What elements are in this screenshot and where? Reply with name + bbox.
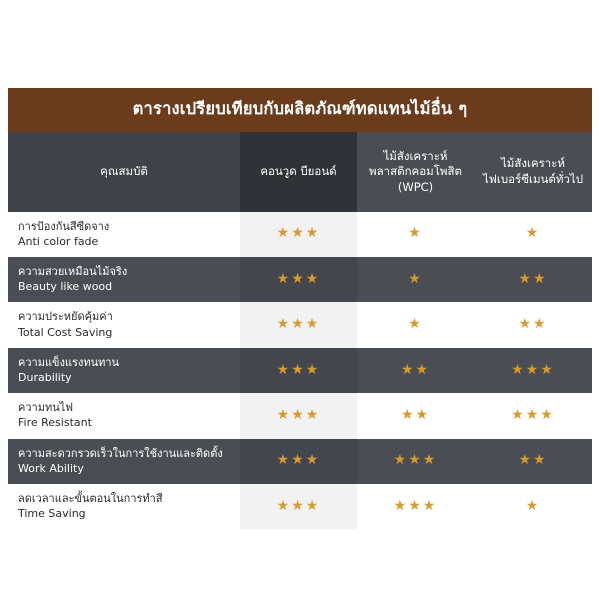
rating-conwood [240, 484, 357, 529]
star-icon: ★ [408, 497, 423, 514]
star-icon: ★ [400, 361, 416, 378]
feature-label-en: Work Ability [18, 461, 84, 475]
column-header-feature: คุณสมบัติ [8, 132, 240, 212]
star-icon: ★ [276, 316, 292, 333]
table-body [8, 212, 592, 529]
star-icon: ★ [291, 497, 306, 514]
star-icon: ★ [511, 361, 526, 378]
rating-conwood [240, 257, 357, 302]
star-icon: ★ [393, 497, 409, 514]
table-row [8, 439, 592, 484]
star-icon: ★ [305, 361, 321, 378]
rating-wpc [357, 302, 474, 347]
star-icon: ★ [276, 452, 292, 469]
table-title: ตารางเปรียบเทียบกับผลิตภัณฑ์ทดแทนไม้อื่น ๆ [8, 88, 592, 132]
table-row [8, 484, 592, 529]
table-row [8, 348, 592, 393]
star-icon: ★ [525, 406, 541, 423]
table-row [8, 257, 592, 302]
star-icon: ★ [525, 225, 541, 242]
rating-fibercement [474, 484, 592, 529]
column-header-fibercement: ไม้สังเคราะห์ ไฟเบอร์ซีเมนต์ทั่วไป [474, 132, 592, 212]
feature-label-en: Fire Resistant [18, 416, 92, 430]
rating-wpc [357, 257, 474, 302]
star-icon: ★ [291, 270, 306, 287]
star-icon: ★ [291, 361, 306, 378]
rating-wpc [357, 439, 474, 484]
star-icon: ★ [415, 406, 431, 423]
star-icon: ★ [525, 361, 541, 378]
row-feature-label [8, 439, 240, 484]
star-icon: ★ [422, 452, 438, 469]
feature-label-th: ความแข็งแรงทนทาน [18, 355, 120, 369]
star-icon: ★ [393, 452, 409, 469]
star-icon: ★ [305, 497, 321, 514]
star-icon: ★ [276, 270, 292, 287]
rating-fibercement [474, 393, 592, 438]
star-icon: ★ [305, 270, 321, 287]
star-icon: ★ [305, 406, 321, 423]
feature-label-en: Total Cost Saving [18, 325, 113, 339]
feature-label-th: ลดเวลาและขั้นตอนในการทำสี [18, 491, 163, 505]
rating-wpc [357, 348, 474, 393]
star-icon: ★ [408, 452, 423, 469]
star-icon: ★ [276, 361, 292, 378]
star-icon: ★ [540, 406, 555, 423]
star-icon: ★ [525, 497, 541, 514]
column-header-wpc: ไม้สังเคราะห์ พลาสติกคอมโพสิต (WPC) [357, 132, 474, 212]
row-feature-label [8, 212, 240, 257]
star-icon: ★ [276, 497, 292, 514]
feature-label-th: ความสะดวกรวดเร็วในการใช้งานและติดตั้ง [18, 446, 223, 460]
header-row [8, 132, 592, 212]
feature-label-th: ความทนไฟ [18, 401, 74, 415]
row-feature-label [8, 484, 240, 529]
table-row [8, 393, 592, 438]
star-icon: ★ [305, 225, 321, 242]
feature-label-th: ความสวยเหมือนไม้จริง [18, 265, 128, 279]
row-feature-label [8, 393, 240, 438]
table-row [8, 302, 592, 347]
row-feature-label [8, 257, 240, 302]
star-icon: ★ [533, 452, 548, 469]
star-icon: ★ [291, 225, 306, 242]
feature-label-en: Beauty like wood [18, 280, 113, 294]
table-header [8, 132, 592, 212]
row-feature-label [8, 348, 240, 393]
rating-conwood [240, 439, 357, 484]
rating-fibercement [474, 439, 592, 484]
feature-label-en: Anti color fade [18, 234, 99, 248]
rating-fibercement [474, 348, 592, 393]
star-icon: ★ [518, 316, 533, 333]
rating-conwood [240, 212, 357, 257]
star-icon: ★ [408, 225, 423, 242]
star-icon: ★ [533, 316, 548, 333]
star-icon: ★ [305, 316, 321, 333]
star-icon: ★ [291, 406, 306, 423]
rating-conwood [240, 348, 357, 393]
star-icon: ★ [305, 452, 321, 469]
star-icon: ★ [415, 361, 431, 378]
rating-wpc [357, 393, 474, 438]
row-feature-label [8, 302, 240, 347]
rating-wpc [357, 212, 474, 257]
star-icon: ★ [533, 270, 548, 287]
comparison-table [8, 132, 592, 529]
star-icon: ★ [276, 225, 292, 242]
rating-fibercement [474, 257, 592, 302]
feature-label-en: Time Saving [18, 507, 86, 521]
star-icon: ★ [540, 361, 555, 378]
comparison-table-container [8, 88, 592, 529]
star-icon: ★ [408, 316, 423, 333]
star-icon: ★ [400, 406, 416, 423]
rating-fibercement [474, 212, 592, 257]
star-icon: ★ [511, 406, 526, 423]
star-icon: ★ [422, 497, 438, 514]
feature-label-en: Durability [18, 371, 72, 384]
star-icon: ★ [291, 452, 306, 469]
rating-wpc [357, 484, 474, 529]
star-icon: ★ [518, 452, 533, 469]
star-icon: ★ [291, 316, 306, 333]
rating-conwood [240, 302, 357, 347]
feature-label-th: การป้องกันสีซีดจาง [18, 219, 110, 233]
rating-fibercement [474, 302, 592, 347]
table-row [8, 212, 592, 257]
feature-label-th: ความประหยัดคุ้มค่า [18, 310, 113, 324]
star-icon: ★ [518, 270, 533, 287]
star-icon: ★ [276, 406, 292, 423]
star-icon: ★ [408, 270, 423, 287]
rating-conwood [240, 393, 357, 438]
column-header-conwood: คอนวูด บียอนด์ [240, 132, 357, 212]
